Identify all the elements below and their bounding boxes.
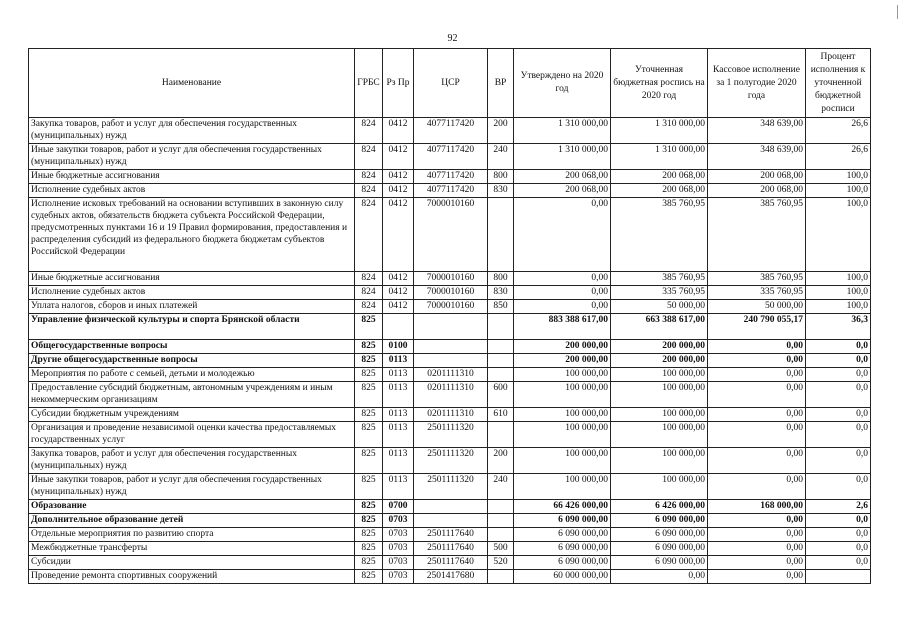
cell-percent: 100,0 (806, 198, 871, 272)
cell-grbs: 825 (355, 314, 383, 340)
table-row (29, 300, 871, 314)
cell-percent: 0,0 (806, 528, 871, 542)
cell-cash: 200 068,00 (708, 184, 806, 198)
cell-approved: 6 090 000,00 (514, 528, 611, 542)
cell-cash: 240 790 055,17 (708, 314, 806, 340)
cell-vr: 800 (488, 272, 514, 286)
cell-vr (488, 570, 514, 584)
cell-name: Другие общегосударственные вопросы (29, 354, 355, 368)
cell-approved: 883 388 617,00 (514, 314, 611, 340)
table-row (29, 198, 871, 272)
header-cash: Кассовое исполнение за 1 полугодие 2020 года (708, 49, 806, 118)
cell-name: Иные бюджетные ассигнования (29, 272, 355, 286)
cell-percent: 0,0 (806, 368, 871, 382)
cell-csr: 2501117640 (414, 542, 488, 556)
header-vr: ВР (488, 49, 514, 118)
cell-cash: 0,00 (708, 354, 806, 368)
cell-grbs: 824 (355, 170, 383, 184)
cell-vr (488, 500, 514, 514)
cell-refined: 100 000,00 (611, 448, 708, 474)
table-row (29, 556, 871, 570)
cell-grbs: 825 (355, 474, 383, 500)
scan-edge-mark (897, 5, 898, 19)
cell-refined: 6 090 000,00 (611, 514, 708, 528)
cell-vr: 240 (488, 144, 514, 170)
table-row (29, 118, 871, 144)
cell-percent: 0,0 (806, 556, 871, 570)
cell-vr (488, 340, 514, 354)
cell-refined: 6 090 000,00 (611, 528, 708, 542)
cell-percent: 0,0 (806, 408, 871, 422)
cell-name: Уплата налогов, сборов и иных платежей (29, 300, 355, 314)
cell-csr: 4077117420 (414, 170, 488, 184)
cell-vr (488, 368, 514, 382)
cell-vr (488, 528, 514, 542)
cell-grbs: 825 (355, 340, 383, 354)
cell-vr: 600 (488, 382, 514, 408)
cell-grbs: 824 (355, 300, 383, 314)
cell-name: Общегосударственные вопросы (29, 340, 355, 354)
cell-name: Межбюджетные трансферты (29, 542, 355, 556)
cell-name: Предоставление субсидий бюджетным, автономным учреждениям и иным некоммерческим организациям (29, 382, 355, 408)
cell-refined: 100 000,00 (611, 474, 708, 500)
cell-refined: 50 000,00 (611, 300, 708, 314)
header-percent: Процент исполнения к уточненной бюджетной росписи (806, 49, 871, 118)
cell-approved: 100 000,00 (514, 474, 611, 500)
cell-vr (488, 354, 514, 368)
table-row (29, 272, 871, 286)
cell-name: Управление физической культуры и спорта Брянской области (29, 314, 355, 340)
cell-refined: 100 000,00 (611, 408, 708, 422)
cell-approved: 6 090 000,00 (514, 556, 611, 570)
cell-csr: 2501111320 (414, 448, 488, 474)
cell-refined: 100 000,00 (611, 422, 708, 448)
cell-refined: 200 000,00 (611, 354, 708, 368)
cell-csr (414, 314, 488, 340)
cell-name: Закупка товаров, работ и услуг для обеспечения государственных (муниципальных) нужд (29, 118, 355, 144)
cell-percent: 100,0 (806, 272, 871, 286)
cell-csr: 0201111310 (414, 382, 488, 408)
cell-csr: 7000010160 (414, 272, 488, 286)
cell-approved: 6 090 000,00 (514, 542, 611, 556)
cell-approved: 100 000,00 (514, 448, 611, 474)
cell-rzpr: 0703 (383, 542, 414, 556)
cell-cash: 0,00 (708, 382, 806, 408)
cell-rzpr (383, 314, 414, 340)
cell-name: Проведение ремонта спортивных сооружений (29, 570, 355, 584)
cell-rzpr: 0412 (383, 118, 414, 144)
cell-name: Иные закупки товаров, работ и услуг для обеспечения государственных (муниципальных) нужд (29, 474, 355, 500)
cell-rzpr: 0412 (383, 170, 414, 184)
cell-percent: 100,0 (806, 184, 871, 198)
budget-table (28, 48, 871, 584)
cell-csr: 2501111320 (414, 474, 488, 500)
cell-grbs: 825 (355, 382, 383, 408)
cell-approved: 100 000,00 (514, 382, 611, 408)
cell-refined: 385 760,95 (611, 198, 708, 272)
cell-refined: 200 068,00 (611, 184, 708, 198)
cell-rzpr: 0412 (383, 184, 414, 198)
cell-csr: 0201111310 (414, 408, 488, 422)
cell-percent: 0,0 (806, 340, 871, 354)
header-refined: Уточненная бюджетная роспись на 2020 год (611, 49, 708, 118)
cell-name: Субсидии (29, 556, 355, 570)
cell-csr: 4077117420 (414, 118, 488, 144)
cell-refined: 663 388 617,00 (611, 314, 708, 340)
cell-grbs: 825 (355, 422, 383, 448)
cell-vr: 610 (488, 408, 514, 422)
cell-vr (488, 198, 514, 272)
table-row (29, 368, 871, 382)
cell-grbs: 825 (355, 542, 383, 556)
cell-vr: 800 (488, 170, 514, 184)
table-row (29, 354, 871, 368)
cell-vr: 200 (488, 448, 514, 474)
cell-grbs: 824 (355, 198, 383, 272)
cell-csr: 2501111320 (414, 422, 488, 448)
cell-approved: 0,00 (514, 300, 611, 314)
cell-percent: 0,0 (806, 382, 871, 408)
cell-name: Исполнение исковых требований на основании вступивших в законную силу судебных актов, обязательств бюджета субъекта Российской Федерации, предусмотренных пунктами 16 и 19 Правил формирования, предоставления и распределения субсидий из федерального бюджета бюджетам субъектов Российской Федерации (29, 198, 355, 272)
table-row (29, 528, 871, 542)
cell-cash: 200 068,00 (708, 170, 806, 184)
cell-vr: 200 (488, 118, 514, 144)
cell-rzpr: 0113 (383, 354, 414, 368)
cell-rzpr: 0113 (383, 448, 414, 474)
cell-cash: 0,00 (708, 422, 806, 448)
table-row (29, 448, 871, 474)
table-row (29, 340, 871, 354)
cell-approved: 200 068,00 (514, 170, 611, 184)
cell-name: Образование (29, 500, 355, 514)
cell-rzpr: 0113 (383, 422, 414, 448)
cell-csr (414, 354, 488, 368)
cell-refined: 0,00 (611, 570, 708, 584)
cell-grbs: 824 (355, 118, 383, 144)
cell-cash: 385 760,95 (708, 198, 806, 272)
cell-approved: 1 310 000,00 (514, 144, 611, 170)
cell-refined: 335 760,95 (611, 286, 708, 300)
cell-cash: 0,00 (708, 570, 806, 584)
cell-vr: 830 (488, 286, 514, 300)
cell-name: Исполнение судебных актов (29, 286, 355, 300)
cell-name: Организация и проведение независимой оценки качества предоставляемых государственных услуг (29, 422, 355, 448)
header-name: Наименование (29, 49, 355, 118)
table-row (29, 422, 871, 448)
cell-rzpr: 0412 (383, 300, 414, 314)
cell-approved: 200 000,00 (514, 340, 611, 354)
cell-grbs: 824 (355, 144, 383, 170)
cell-grbs: 825 (355, 368, 383, 382)
cell-refined: 385 760,95 (611, 272, 708, 286)
cell-cash: 0,00 (708, 528, 806, 542)
cell-grbs: 824 (355, 272, 383, 286)
cell-csr: 7000010160 (414, 198, 488, 272)
cell-csr: 4077117420 (414, 144, 488, 170)
table-row (29, 382, 871, 408)
cell-grbs: 825 (355, 408, 383, 422)
table-row (29, 570, 871, 584)
cell-rzpr: 0100 (383, 340, 414, 354)
page-number: 92 (447, 33, 458, 44)
cell-approved: 100 000,00 (514, 408, 611, 422)
cell-cash: 0,00 (708, 514, 806, 528)
cell-csr: 7000010160 (414, 300, 488, 314)
cell-vr: 520 (488, 556, 514, 570)
cell-cash: 0,00 (708, 408, 806, 422)
cell-percent (806, 570, 871, 584)
table-row (29, 184, 871, 198)
cell-cash: 0,00 (708, 340, 806, 354)
cell-vr: 240 (488, 474, 514, 500)
cell-refined: 1 310 000,00 (611, 144, 708, 170)
cell-approved: 100 000,00 (514, 368, 611, 382)
cell-approved: 66 426 000,00 (514, 500, 611, 514)
cell-percent: 2,6 (806, 500, 871, 514)
cell-rzpr: 0412 (383, 198, 414, 272)
cell-refined: 6 426 000,00 (611, 500, 708, 514)
cell-rzpr: 0703 (383, 570, 414, 584)
cell-vr (488, 422, 514, 448)
cell-csr: 2501117640 (414, 528, 488, 542)
cell-vr: 500 (488, 542, 514, 556)
cell-grbs: 824 (355, 286, 383, 300)
table-row (29, 286, 871, 300)
cell-approved: 200 000,00 (514, 354, 611, 368)
cell-refined: 200 068,00 (611, 170, 708, 184)
cell-cash: 0,00 (708, 474, 806, 500)
header-rzpr: Рз Пр (383, 49, 414, 118)
cell-csr (414, 340, 488, 354)
cell-rzpr: 0700 (383, 500, 414, 514)
cell-refined: 1 310 000,00 (611, 118, 708, 144)
cell-grbs: 825 (355, 500, 383, 514)
table-row (29, 144, 871, 170)
cell-percent: 0,0 (806, 542, 871, 556)
cell-cash: 0,00 (708, 368, 806, 382)
cell-percent: 100,0 (806, 286, 871, 300)
cell-csr: 0201111310 (414, 368, 488, 382)
cell-cash: 0,00 (708, 556, 806, 570)
cell-vr: 850 (488, 300, 514, 314)
cell-rzpr: 0113 (383, 368, 414, 382)
cell-approved: 1 310 000,00 (514, 118, 611, 144)
cell-percent: 0,0 (806, 354, 871, 368)
cell-percent: 26,6 (806, 144, 871, 170)
cell-percent: 36,3 (806, 314, 871, 340)
cell-grbs: 824 (355, 184, 383, 198)
cell-rzpr: 0113 (383, 474, 414, 500)
cell-cash: 50 000,00 (708, 300, 806, 314)
cell-grbs: 825 (355, 528, 383, 542)
cell-rzpr: 0703 (383, 528, 414, 542)
cell-percent: 0,0 (806, 422, 871, 448)
table-body (29, 118, 871, 584)
cell-csr: 7000010160 (414, 286, 488, 300)
table-row (29, 314, 871, 340)
cell-percent: 0,0 (806, 474, 871, 500)
header-approved: Утверждено на 2020 год (514, 49, 611, 118)
cell-grbs: 825 (355, 570, 383, 584)
cell-refined: 100 000,00 (611, 382, 708, 408)
cell-refined: 6 090 000,00 (611, 556, 708, 570)
cell-grbs: 825 (355, 354, 383, 368)
cell-vr: 830 (488, 184, 514, 198)
cell-cash: 335 760,95 (708, 286, 806, 300)
cell-csr (414, 514, 488, 528)
cell-name: Субсидии бюджетным учреждениям (29, 408, 355, 422)
cell-rzpr: 0113 (383, 408, 414, 422)
table-row (29, 474, 871, 500)
cell-approved: 0,00 (514, 198, 611, 272)
cell-approved: 6 090 000,00 (514, 514, 611, 528)
cell-rzpr: 0113 (383, 382, 414, 408)
cell-csr (414, 500, 488, 514)
cell-refined: 6 090 000,00 (611, 542, 708, 556)
cell-name: Иные закупки товаров, работ и услуг для обеспечения государственных (муниципальных) нужд (29, 144, 355, 170)
header-row (29, 49, 871, 118)
cell-cash: 348 639,00 (708, 144, 806, 170)
cell-percent: 0,0 (806, 514, 871, 528)
cell-cash: 168 000,00 (708, 500, 806, 514)
cell-name: Дополнительное образование детей (29, 514, 355, 528)
cell-grbs: 825 (355, 448, 383, 474)
cell-vr (488, 314, 514, 340)
cell-approved: 200 068,00 (514, 184, 611, 198)
cell-csr: 2501417680 (414, 570, 488, 584)
cell-name: Отдельные мероприятия по развитию спорта (29, 528, 355, 542)
cell-csr: 4077117420 (414, 184, 488, 198)
table-row (29, 542, 871, 556)
cell-rzpr: 0412 (383, 272, 414, 286)
cell-name: Исполнение судебных актов (29, 184, 355, 198)
cell-name: Иные бюджетные ассигнования (29, 170, 355, 184)
cell-refined: 200 000,00 (611, 340, 708, 354)
cell-rzpr: 0703 (383, 514, 414, 528)
cell-refined: 100 000,00 (611, 368, 708, 382)
header-csr: ЦСР (414, 49, 488, 118)
cell-percent: 26,6 (806, 118, 871, 144)
cell-grbs: 825 (355, 514, 383, 528)
cell-rzpr: 0412 (383, 144, 414, 170)
cell-percent: 100,0 (806, 170, 871, 184)
cell-percent: 100,0 (806, 300, 871, 314)
cell-name: Закупка товаров, работ и услуг для обеспечения государственных (муниципальных) нужд (29, 448, 355, 474)
cell-approved: 60 000 000,00 (514, 570, 611, 584)
table-row (29, 408, 871, 422)
cell-percent: 0,0 (806, 448, 871, 474)
cell-cash: 0,00 (708, 542, 806, 556)
cell-cash: 348 639,00 (708, 118, 806, 144)
cell-rzpr: 0703 (383, 556, 414, 570)
cell-grbs: 825 (355, 556, 383, 570)
cell-approved: 0,00 (514, 272, 611, 286)
table-row (29, 514, 871, 528)
header-grbs: ГРБС (355, 49, 383, 118)
cell-cash: 385 760,95 (708, 272, 806, 286)
cell-approved: 0,00 (514, 286, 611, 300)
cell-csr: 2501117640 (414, 556, 488, 570)
cell-name: Мероприятия по работе с семьей, детьми и молодежью (29, 368, 355, 382)
cell-cash: 0,00 (708, 448, 806, 474)
cell-vr (488, 514, 514, 528)
cell-rzpr: 0412 (383, 286, 414, 300)
cell-approved: 100 000,00 (514, 422, 611, 448)
table-row (29, 500, 871, 514)
table-row (29, 170, 871, 184)
